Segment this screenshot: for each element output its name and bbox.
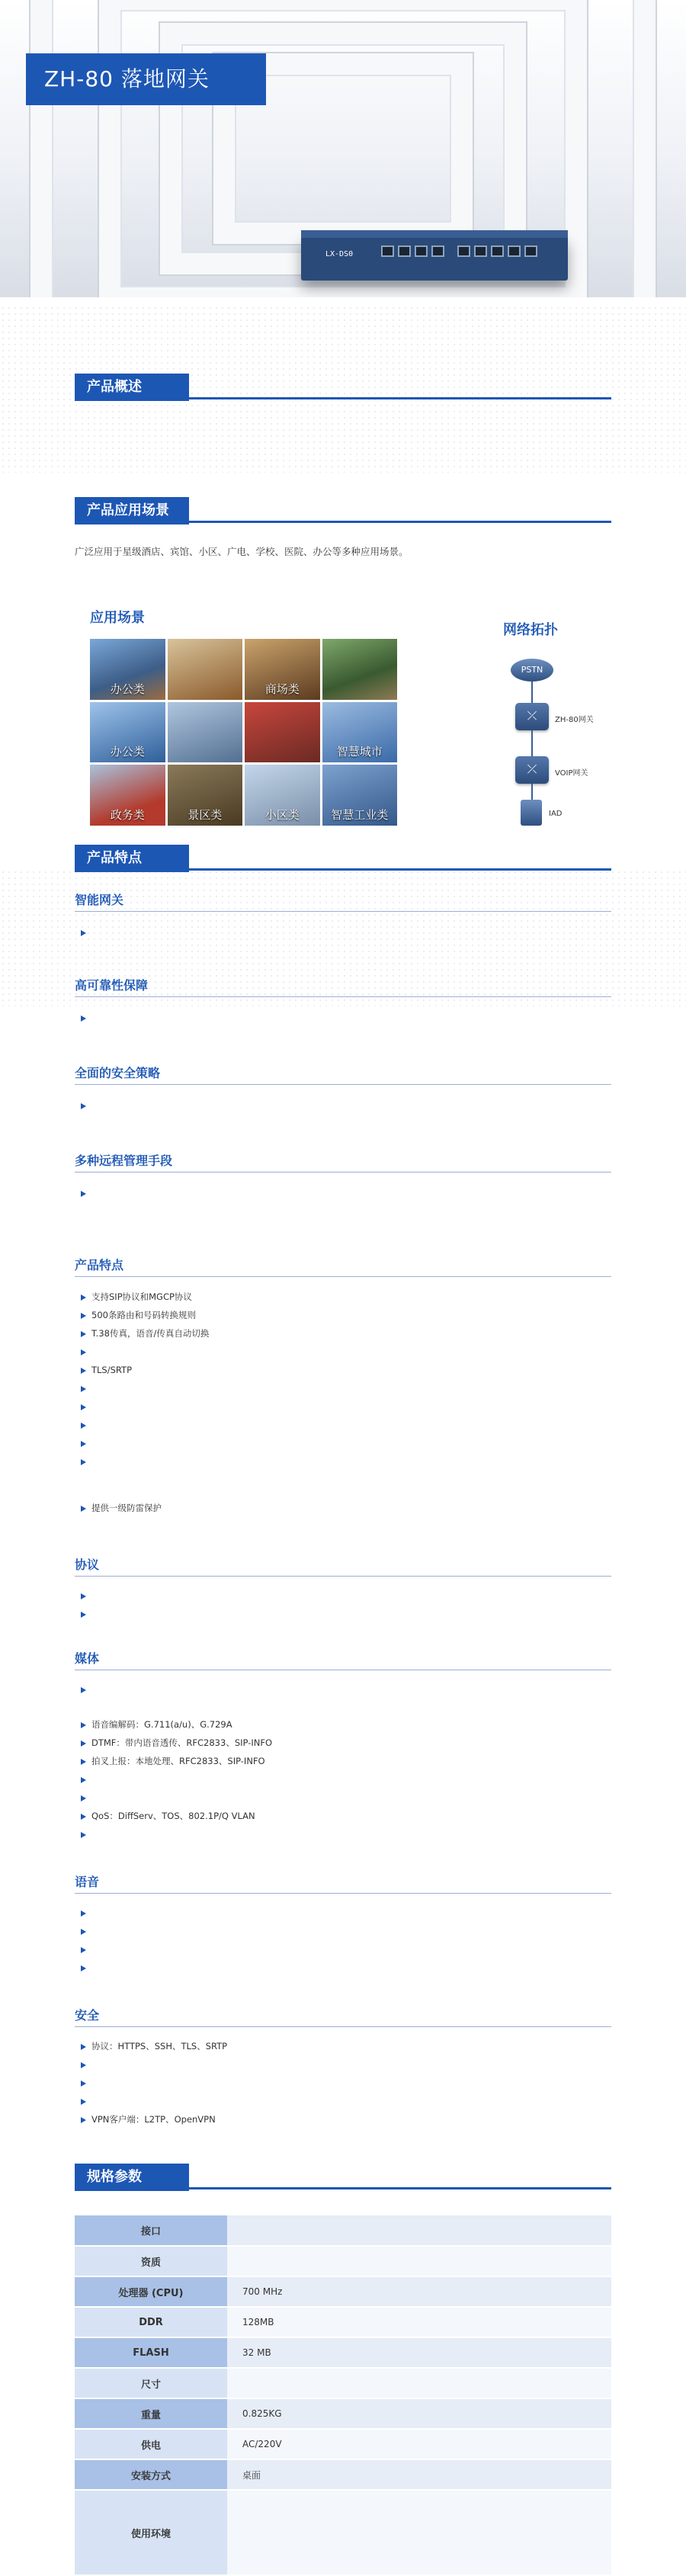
feature-item: 语音编解码：G.711(a/u)、G.729A [81,1718,607,1731]
scene-tile [168,702,243,763]
table-row [75,2459,611,2490]
table-row [75,2215,611,2246]
topology-link [531,730,533,756]
spec-key: DDR [75,2307,227,2337]
scene-tile [245,702,320,763]
pstn-cloud: PSTN [511,659,553,682]
gateway-icon [515,703,549,730]
feature-item: 协议：HTTPS、SSH、TLS、SRTP [81,2040,607,2053]
spec-value: 700 MHz [227,2276,611,2307]
spec-value: 128MB [227,2307,611,2337]
feature-item: VPN客户端：L2TP、OpenVPN [81,2113,607,2126]
table-row [75,2337,611,2368]
feature-title: 全面的安全策略 [75,1066,161,1080]
spec-value: 桌面 [227,2459,611,2490]
hero-banner [0,0,686,297]
feature-item: T.38传真，语音/传真自动切换 [81,1327,607,1340]
spec-key: 安装方式 [75,2459,227,2490]
divider [75,1276,611,1277]
divider [75,911,611,912]
feature-item: QoS：DiffServ、TOS、802.1P/Q VLAN [81,1810,607,1823]
feature-title: 语音 [75,1875,100,1889]
scene-tile: 智慧工业类 [322,765,398,826]
device-logo: LX-DS0 [325,250,354,258]
scene-tile: 商场类 [245,639,320,700]
table-row [75,2368,611,2398]
table-row [75,2490,611,2575]
scene-tile [168,639,243,700]
section-specs [75,2164,611,2191]
spec-key: 使用环境 [75,2490,227,2575]
spec-key: 重量 [75,2398,227,2429]
spec-key: FLASH [75,2337,227,2368]
section-overview [75,374,611,401]
divider [75,1084,611,1085]
section-application [75,497,611,525]
divider [75,2026,611,2027]
section-label: 产品特点 [75,845,189,872]
feature-title: 协议 [75,1557,100,1572]
device-image [301,236,568,281]
spec-key: 供电 [75,2429,227,2459]
spec-key: 资质 [75,2246,227,2276]
feature-title: 产品特点 [75,1258,124,1272]
feature-item: 提供一级防雷保护 [81,1502,607,1515]
divider [75,1893,611,1894]
voip-gateway-icon [515,756,549,784]
scene-tile: 小区类 [245,765,320,826]
scene-tile [322,639,398,700]
section-label: 规格参数 [75,2164,189,2191]
section-label: 产品应用场景 [75,497,189,525]
spec-value [227,2246,611,2276]
spec-value: 0.825KG [227,2398,611,2429]
spec-value: AC/220V [227,2429,611,2459]
topology-link [531,784,533,800]
feature-item: 500条路由和号码转换规则 [81,1309,607,1322]
scene-tile: 办公类 [90,639,165,700]
topology-title: 网络拓扑 [503,622,558,638]
section-features [75,845,611,872]
spec-key: 接口 [75,2215,227,2246]
feature-title: 安全 [75,2008,100,2023]
feature-title: 多种远程管理手段 [75,1153,173,1168]
feature-item: 支持SIP协议和MGCP协议 [81,1291,607,1304]
application-text: 广泛应用于星级酒店、宾馆、小区、广电、学校、医院、办公等多种应用场景。 [75,546,409,557]
spec-value [227,2490,611,2575]
table-row [75,2276,611,2307]
feature-title: 智能网关 [75,893,124,907]
iad-label: IAD [549,810,563,818]
scenes-title: 应用场景 [90,610,145,626]
spec-key: 尺寸 [75,2368,227,2398]
spec-value [227,2215,611,2246]
divider [75,1172,611,1173]
table-row [75,2307,611,2337]
gateway-label: ZH-80网关 [555,716,594,724]
iad-icon [521,800,542,826]
divider [75,1576,611,1577]
scene-tile: 办公类 [90,702,165,763]
feature-title: 高可靠性保障 [75,978,149,993]
feature-item: TLS/SRTP [81,1364,607,1377]
table-row [75,2398,611,2429]
table-row [75,2429,611,2459]
spec-key: 处理器 (CPU) [75,2276,227,2307]
section-label: 产品概述 [75,374,189,401]
feature-item: 拍叉上报：本地处理、RFC2833、SIP-INFO [81,1755,607,1768]
page-title: ZH-80 落地网关 [26,53,266,105]
feature-title: 媒体 [75,1651,100,1666]
scene-tile: 智慧城市 [322,702,398,763]
scene-tile: 政务类 [90,765,165,826]
spec-table [75,2215,611,2576]
scene-grid [90,639,397,826]
table-row [75,2246,611,2276]
spec-value: 32 MB [227,2337,611,2368]
scene-tile: 景区类 [168,765,243,826]
feature-item: DTMF：带内语音透传、RFC2833、SIP-INFO [81,1737,607,1750]
divider [75,996,611,997]
spec-value [227,2368,611,2398]
voip-label: VOIP网关 [555,769,588,778]
topology-link [531,682,533,703]
